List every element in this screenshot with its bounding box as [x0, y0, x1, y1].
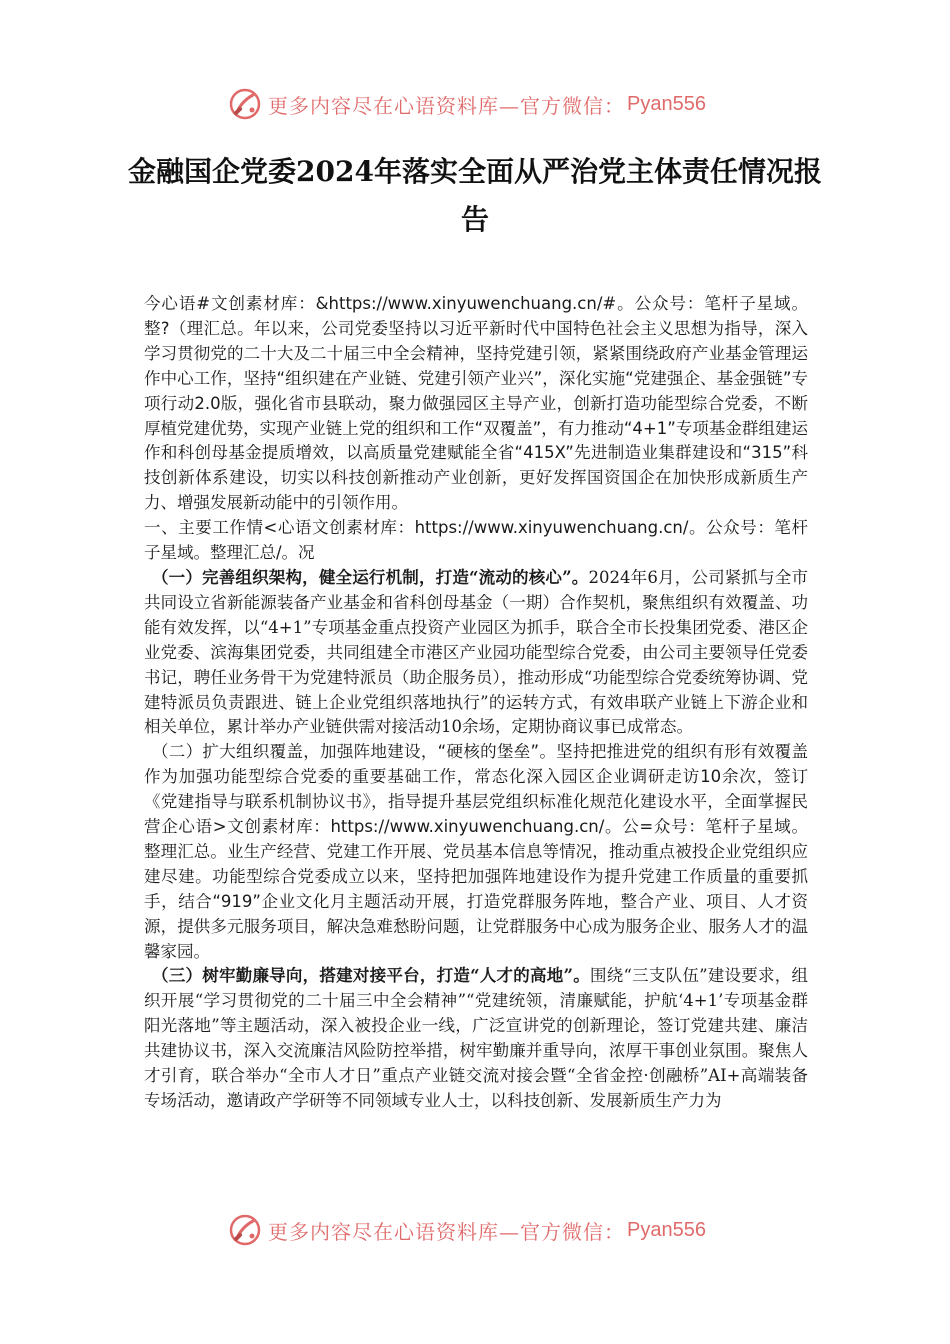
watermark-banner-top	[228, 86, 728, 122]
brush-logo-icon	[228, 1213, 262, 1247]
watermark-text: 更多内容尽在心语资料库—官方微信：	[268, 93, 625, 118]
brush-logo-icon	[228, 87, 262, 121]
watermark-text: 更多内容尽在心语资料库—官方微信：	[268, 1219, 625, 1244]
section-heading: 一、主要工作情<心语文创素材库：https://www.xinyuwenchuang.cn/。公众号：笔杆子星域。整理汇总/。况	[144, 518, 808, 563]
document-body	[144, 292, 808, 1114]
item-paragraph-2	[144, 740, 808, 964]
item-text-1: 2024年6月，公司紧抓与全市共同设立省新能源装备产业基金和省科创母基金（一期）合作契机，聚焦组织有效覆盖、功能有效发挥，以“4+1”专项基金重点投资产业园区为抓手，联合全市长投集团党委、港区企业党委、滨海集团党委，共同组建全市港区产业园功能型综合党委，由公司主要领导任党委书记，聘任业务骨干为党建特派员（助企服务员），推动形成“功能型综合党委统筹协调、党建特派员负责跟进、链上企业党组织落地执行”的运转方式，有效串联产业链上下游企业和相关单位，累计举办产业链供需对接活动10余场，定期协商议事已成常态。	[144, 567, 808, 737]
watermark-banner-bottom	[228, 1212, 728, 1248]
item-text-3: 围绕“三支队伍”建设要求，组织开展“学习贯彻党的二十届三中全会精神”“党建统领，清廉赋能，护航‘4+1’专项基金群阳光落地”等主题活动，深入被投企业一线，广泛宣讲党的创新理论，签订党建共建、廉洁共建协议书，深入交流廉洁风险防控举措，树牢勤廉并重导向，浓厚干事创业氛围。聚焦人才引育，联合举办“全市人才日”重点产业链交流对接会暨“全省金控·创融桥”AI+高端装备专场活动，邀请政产学研等不同领域专业人士，以科技创新、发展新质生产力为	[144, 966, 809, 1110]
intro-paragraph: 今心语#文创素材库：&https://www.xinyuwenchuang.cn/#。公众号：笔杆子星域。整?（理汇总。年以来，公司党委坚持以习近平新时代中国特色社会主义思想为指导，深入学习贯彻党的二十大及二十届三中全会精神，坚持党建引领，紧紧围绕政府产业基金管理运作中心工作，坚持“组织建在产业链、党建引领产业兴”，深化实施“党建强企、基金强链”专项行动2.0版，强化省市县联动，聚力做强园区主导产业，创新打造功能型综合党委，不断厚植党建优势，实现产业链上党的组织和工作“双覆盖”，有力推动“4+1”专项基金群组建运作和科创母基金提质增效，以高质量党建赋能全省“415X”先进制造业集群建设和“315”科技创新体系建设，切实以科技创新推动产业创新，更好发挥国资国企在加快形成新质生产力、增强发展新动能中的引领作用。	[144, 294, 808, 513]
item-heading-3: （三）树牢勤廉导向，搭建对接平台，打造“人才的高地”。	[152, 966, 590, 986]
item-heading-2: （二）扩大组织覆盖，加强阵地建设，“硬核的堡垒”。	[152, 742, 557, 762]
watermark-wechat-id: Pyan556	[627, 1218, 706, 1241]
watermark-wechat-id: Pyan556	[627, 92, 706, 115]
item-paragraph-3	[144, 964, 808, 1113]
item-paragraph-1	[144, 566, 808, 740]
item-heading-1: （一）完善组织架构，健全运行机制，打造“流动的核心”。	[152, 567, 589, 587]
item-text-2: 坚持把推进党的组织有形有效覆盖作为加强功能型综合党委的重要基础工作，常态化深入园区企业调研走访10余次，签订《党建指导与联系机制协议书》，指导提升基层党组织标准化规范化建设水平，全面掌握民营企心语>文创素材库：https://www.xinyuwenchuang.cn/。公=众号：笔杆子星域。整理汇总。业生产经营、党建工作开展、党员基本信息等情况，推动重点被投企业党组织应建尽建。功能型综合党委成立以来，坚持把加强阵地建设作为提升党建工作质量的重要抓手，结合“919”企业文化月主题活动开展，打造党群服务阵地，整合产业、项目、人才资源，提供多元服务项目，解决急难愁盼问题，让党群服务中心成为服务企业、服务人才的温馨家园。	[144, 742, 808, 961]
document-title: 金融国企党委2024年落实全面从严治党主体责任情况报告	[128, 155, 822, 236]
